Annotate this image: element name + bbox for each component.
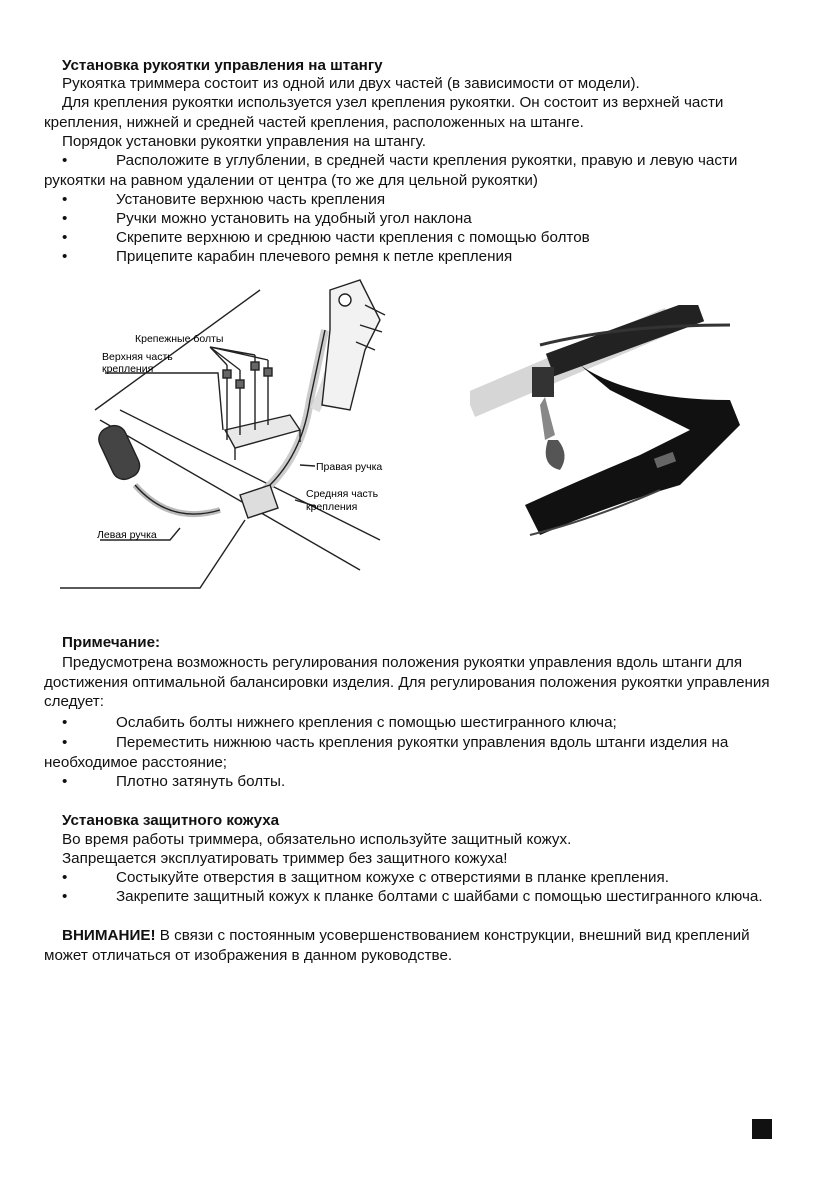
- warning-text: В связи с постоянным усовершенствованием конструкции, внешний вид креплений может отличаться от изображения в данном руководстве.: [44, 927, 750, 964]
- bullet-icon: •: [62, 869, 68, 886]
- page-marker: [752, 1119, 772, 1139]
- heading-note: Примечание:: [62, 634, 161, 651]
- label-right-handle: Правая ручка: [316, 461, 383, 473]
- list-item: • Расположите в углублении, в средней части крепления рукоятки, правую и левую части рукоятки на равном удалении от центра (то же для цельной рукоятки): [44, 152, 738, 189]
- warning-paragraph: [44, 926, 784, 965]
- bullet-icon: •: [62, 210, 68, 227]
- label-upper-part-2: крепления: [102, 363, 154, 375]
- list-item: • Плотно затянуть болты.: [62, 773, 286, 790]
- list-item: • Установите верхнюю часть крепления: [62, 191, 386, 208]
- list-item: • Ослабить болты нижнего крепления с помощью шестигранного ключа;: [62, 714, 617, 731]
- paragraph: Запрещается эксплуатировать триммер без защитного кожуха!: [62, 850, 508, 867]
- paragraph: Порядок установки рукоятки управления на штангу.: [62, 133, 426, 150]
- label-middle-part-1: Средняя часть: [306, 488, 379, 500]
- bullet-icon: •: [62, 248, 68, 265]
- list-item: • Закрепите защитный кожух к планке болтами с шайбами с помощью шестигранного ключа.: [62, 888, 763, 905]
- list-item: • Переместить нижнюю часть крепления рукоятки управления вдоль штанги изделия на необходимое расстояние;: [44, 734, 729, 771]
- bullet-icon: •: [62, 152, 68, 169]
- label-fastening-bolts: Крепежные болты: [135, 333, 224, 345]
- bullet-icon: •: [62, 191, 68, 208]
- label-left-handle: Левая ручка: [97, 529, 157, 541]
- list-item: • Состыкуйте отверстия в защитном кожухе с отверстиями в планке крепления.: [62, 869, 669, 886]
- shaft-line: [95, 290, 260, 410]
- handle-mount-diagram: [60, 270, 400, 600]
- paragraph: Рукоятка триммера состоит из одной или двух частей (в зависимости от модели).: [62, 75, 640, 92]
- bullet-icon: •: [62, 229, 68, 246]
- warning-label: ВНИМАНИЕ!: [62, 927, 156, 944]
- list-item: • Скрепите верхнюю и среднюю части крепления с помощью болтов: [62, 229, 590, 246]
- bullet-icon: •: [62, 773, 68, 790]
- bullet-icon: •: [62, 714, 68, 731]
- label-middle-part-2: крепления: [306, 501, 358, 513]
- list-item: • Ручки можно установить на удобный угол наклона: [62, 210, 472, 227]
- heading-guard-installation: Установка защитного кожуха: [62, 812, 280, 829]
- paragraph: Во время работы триммера, обязательно используйте защитный кожух.: [62, 831, 572, 848]
- shoulder-strap-photo: [470, 305, 760, 570]
- bullet-icon: •: [62, 734, 68, 751]
- bullet-icon: •: [62, 888, 68, 905]
- list-item: • Прицепите карабин плечевого ремня к петле крепления: [62, 248, 513, 265]
- label-upper-part-1: Верхняя часть: [102, 351, 173, 363]
- paragraph: Предусмотрена возможность регулирования положения рукоятки управления вдоль штанги для достижения оптимальной балансировки изделия. Для регулирования положения рукоятки управления следует:: [44, 654, 770, 711]
- paragraph: Для крепления рукоятки используется узел крепления рукоятки. Он состоит из верхней части крепления, нижней и средней частей крепления, расположенных на штанге.: [44, 94, 724, 131]
- heading-handle-installation: Установка рукоятки управления на штангу: [62, 57, 383, 74]
